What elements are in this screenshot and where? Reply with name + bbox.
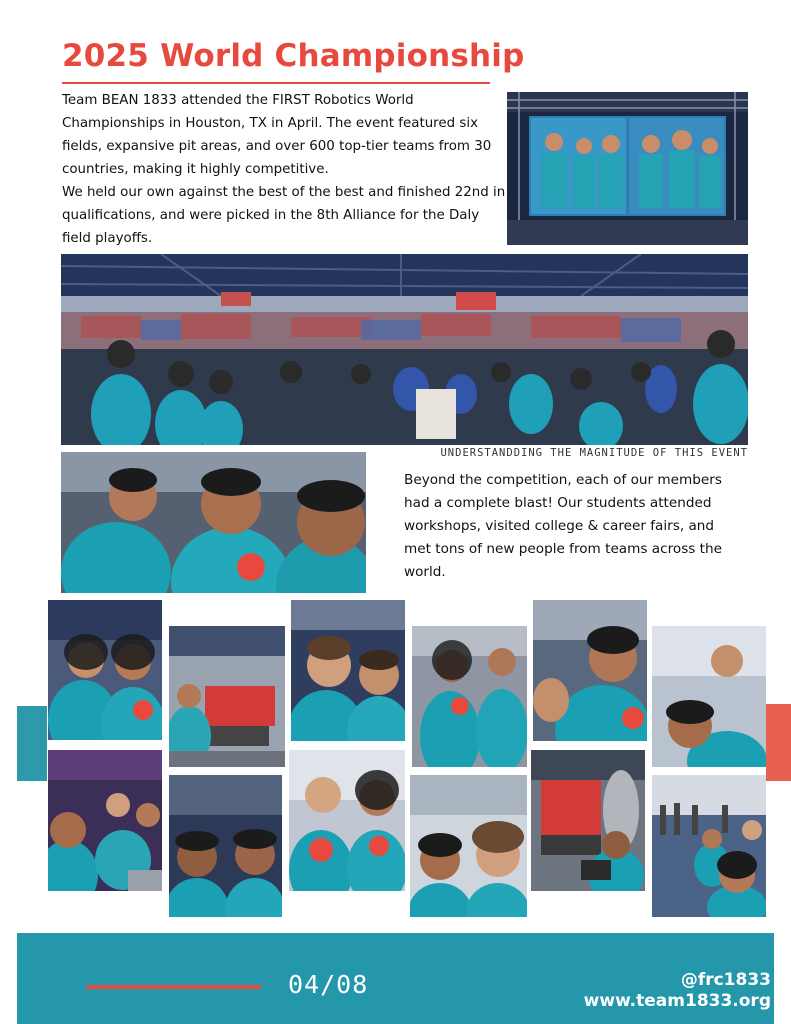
- intro-text: [62, 89, 507, 250]
- jumbotron-photo: [507, 92, 748, 245]
- photo-caption: UNDERSTANDDING THE MAGNITUDE OF THIS EVENT: [440, 447, 748, 459]
- collage-photo-7: [48, 750, 162, 891]
- collage-photo-1: [48, 600, 162, 740]
- intro-paragraph-1: Team BEAN 1833 attended the FIRST Robotics World Championships in Houston, TX in April. The event featured six fields, expansive pit areas, and over 600 top-tier teams from 30 countries, making it highly competitive.: [62, 93, 492, 177]
- arena-panorama-photo: [61, 254, 748, 445]
- collage-photo-3: [291, 600, 405, 741]
- collage-photo-6: [652, 626, 766, 767]
- collage-photo-5: [533, 600, 647, 741]
- collage-photo-10: [410, 775, 527, 917]
- intro-paragraph-2: We held our own against the best of the best and finished 22nd in qualifications, and were picked in the 8th Alliance for the Daly field playoffs.: [62, 185, 506, 246]
- collage-photo-12: [652, 775, 766, 917]
- collage-accent-band-right: [766, 704, 791, 781]
- collage-photo-8: [169, 775, 282, 917]
- students-selfie-photo: [61, 452, 366, 593]
- page-number: 04/08: [288, 970, 369, 999]
- social-handle: @frc1833: [680, 970, 771, 990]
- collage-photo-4: [412, 626, 527, 767]
- collage-photo-2: [169, 626, 285, 767]
- page-title: 2025 World Championship: [62, 38, 525, 74]
- collage-photo-9: [289, 750, 405, 891]
- beyond-competition-text: Beyond the competition, each of our members had a complete blast! Our students attended workshops, visited college & career fairs, and met tons of new people from teams across the world.: [404, 472, 722, 580]
- collage-accent-band-left: [17, 706, 47, 781]
- footer-accent-line: [86, 985, 261, 989]
- website-link[interactable]: www.team1833.org: [583, 991, 771, 1011]
- title-underline: [62, 82, 490, 84]
- collage-photo-11: [531, 750, 645, 891]
